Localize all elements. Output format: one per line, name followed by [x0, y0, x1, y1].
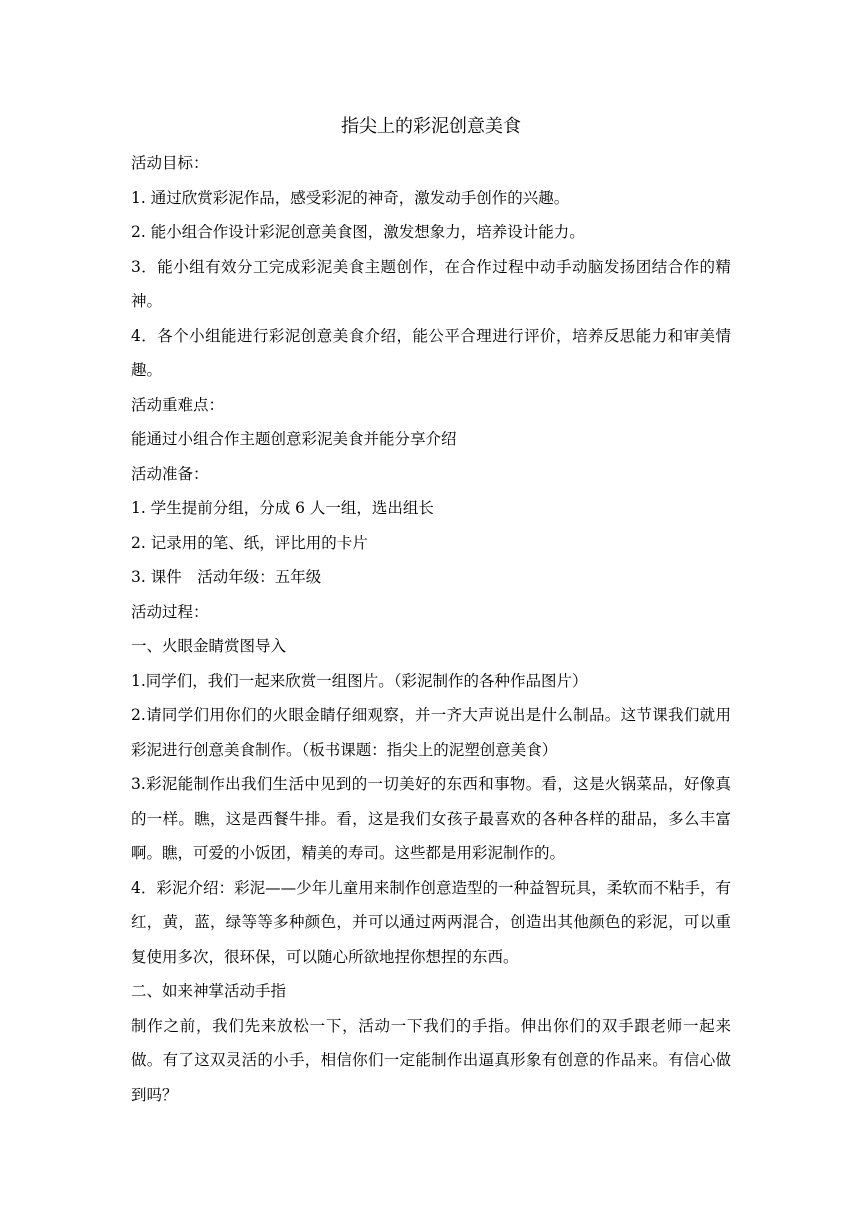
preparation-item-2: 2. 记录用的笔、纸，评比用的卡片: [131, 533, 368, 552]
goal-item-1: 1. 通过欣赏彩泥作品，感受彩泥的神奇，激发动手创作的兴趣。: [131, 188, 570, 207]
preparation-item-1: 1. 学生提前分组，分成 6 人一组，选出组长: [131, 499, 434, 517]
section-heading-1: 一、火眼金睛赏图导入: [131, 637, 287, 655]
heading-key-difficulties: 活动重难点：: [131, 395, 225, 414]
heading-activity-process: 活动过程：: [131, 602, 209, 621]
goal-item-4: 4．各个小组能进行彩泥创意美食介绍，能公平合理进行评价，培养反思能力和审美情趣。: [131, 326, 731, 379]
document-page: [131, 112, 731, 1112]
process-step-2: 2.请同学们用你们的火眼金睛仔细观察，并一齐大声说出是什么制品。这节课我们就用彩泥进行创意美食制作。（板书课题：指尖上的泥塑创意美食）: [131, 706, 731, 759]
goal-item-3: 3．能小组有效分工完成彩泥美食主题创作，在合作过程中动手动脑发扬团结合作的精神。: [131, 257, 731, 310]
document-title: 指尖上的彩泥创意美食: [341, 116, 521, 137]
process-step-1: 1.同学们，我们一起来欣赏一组图片。（彩泥制作的各种作品图片）: [131, 671, 588, 690]
section-heading-2: 二、如来神掌活动手指: [131, 982, 287, 1000]
process-step-3: 3.彩泥能制作出我们生活中见到的一切美好的东西和事物。看，这是火锅菜品，好像真的一样。瞧，这是西餐牛排。看，这是我们女孩子最喜欢的各种各样的甜品，多么丰富啊。瞧，可爱的小饭团，精美的寿司。这些都是用彩泥制作的。: [131, 775, 731, 862]
process-step-4: 4．彩泥介绍：彩泥——少年儿童用来制作创意造型的一种益智玩具，柔软而不粘手，有红，黄，蓝，绿等等多种颜色，并可以通过两两混合，创造出其他颜色的彩泥，可以重复使用多次，很环保，可以随心所欲地捏你想捏的东西。: [131, 878, 731, 966]
key-difficulties-text: 能通过小组合作主题创意彩泥美食并能分享介绍: [131, 430, 457, 448]
section-2-text: 制作之前，我们先来放松一下，活动一下我们的手指。伸出你们的双手跟老师一起来做。有了这双灵活的小手，相信你们一定能制作出逼真形象有创意的作品来。有信心做到吗？: [131, 1016, 731, 1104]
preparation-item-3: 3. 课件 活动年级：五年级: [131, 568, 322, 586]
heading-preparation: 活动准备：: [131, 464, 209, 483]
goal-item-2: 2. 能小组合作设计彩泥创意美食图，激发想象力，培养设计能力。: [131, 223, 585, 241]
heading-activity-goals: 活动目标：: [131, 154, 209, 172]
